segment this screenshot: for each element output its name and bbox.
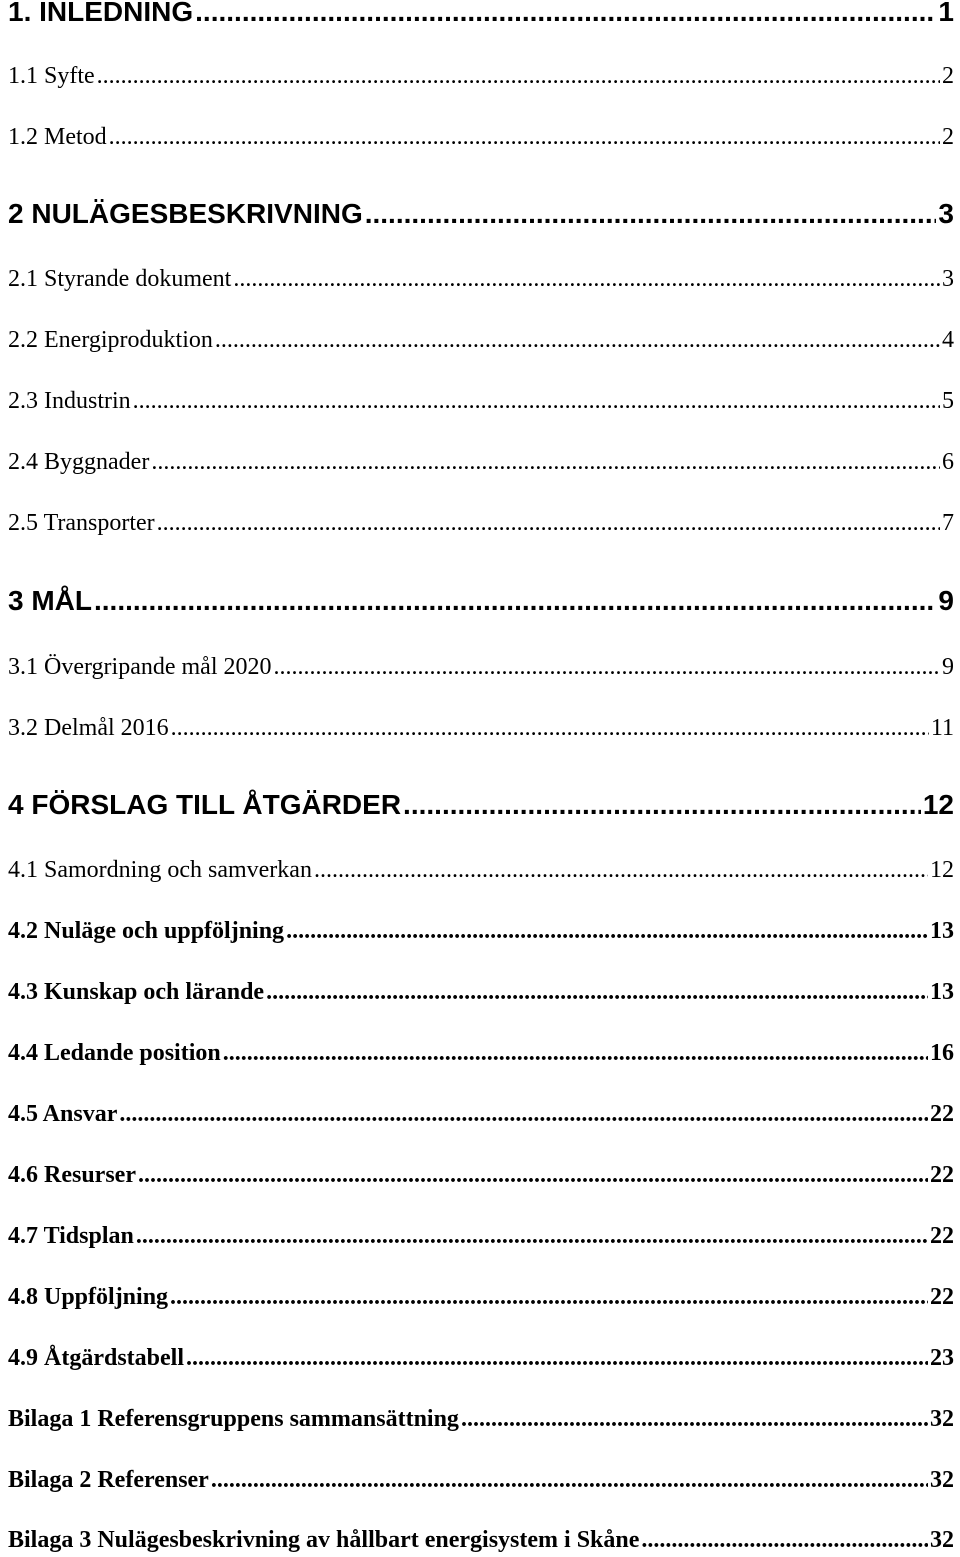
toc-entry-page: 2 bbox=[942, 63, 954, 89]
toc-leader-dots bbox=[94, 585, 936, 617]
toc-entry-label: Bilaga 3 Nulägesbeskrivning av hållbart energisystem i Skåne bbox=[8, 1527, 640, 1553]
toc-entry-4-7[interactable] bbox=[8, 1223, 954, 1250]
toc-entry-2-2[interactable] bbox=[8, 327, 954, 354]
toc-entry-4-6[interactable] bbox=[8, 1162, 954, 1189]
toc-entry-page: 22 bbox=[930, 1162, 954, 1188]
toc-entry-3-2[interactable] bbox=[8, 715, 954, 742]
toc-entry-label: Bilaga 1 Referensgruppens sammansättning bbox=[8, 1406, 459, 1432]
toc-entry-bilaga-3[interactable] bbox=[8, 1527, 954, 1554]
toc-entry-page: 5 bbox=[942, 388, 954, 414]
toc-entry-page: 11 bbox=[930, 715, 954, 741]
toc-entry-label: 2.2 Energiproduktion bbox=[8, 327, 213, 353]
toc-entry-label: 4.8 Uppföljning bbox=[8, 1284, 169, 1310]
toc-entry-label: 4.4 Ledande position bbox=[8, 1040, 221, 1066]
toc-entry-label: 4.2 Nuläge och uppföljning bbox=[8, 918, 285, 944]
toc-entry-label: 2.3 Industrin bbox=[8, 388, 131, 414]
toc-leader-dots bbox=[223, 1040, 928, 1067]
toc-entry-page: 1 bbox=[938, 0, 954, 27]
toc-entry-label: 2.5 Transporter bbox=[8, 510, 155, 536]
toc-leader-dots bbox=[233, 266, 940, 293]
toc-leader-dots bbox=[157, 510, 940, 537]
toc-leader-dots bbox=[365, 198, 937, 230]
toc-leader-dots bbox=[641, 1527, 928, 1554]
toc-entry-label: 4.3 Kunskap och lärande bbox=[8, 979, 265, 1005]
toc-leader-dots bbox=[461, 1406, 928, 1433]
toc-entry-page: 9 bbox=[938, 585, 954, 616]
toc-entry-page: 7 bbox=[942, 510, 954, 536]
toc-entry-chapter-1[interactable] bbox=[8, 0, 954, 28]
toc-leader-dots bbox=[274, 654, 941, 681]
toc-entry-page: 9 bbox=[942, 654, 954, 680]
toc-entry-page: 22 bbox=[930, 1284, 954, 1310]
toc-leader-dots bbox=[109, 124, 940, 151]
toc-entry-page: 16 bbox=[930, 1040, 954, 1066]
toc-leader-dots bbox=[403, 789, 921, 821]
toc-entry-page: 13 bbox=[930, 979, 954, 1005]
toc-entry-page: 32 bbox=[930, 1406, 954, 1432]
toc-entry-page: 32 bbox=[930, 1527, 954, 1553]
toc-entry-4-2[interactable] bbox=[8, 918, 954, 945]
toc-entry-page: 22 bbox=[930, 1223, 954, 1249]
toc-entry-label: 4.5 Ansvar bbox=[8, 1101, 118, 1127]
toc-entry-chapter-2[interactable] bbox=[8, 198, 954, 230]
toc-entry-1-2[interactable] bbox=[8, 124, 954, 151]
toc-entry-4-9[interactable] bbox=[8, 1345, 954, 1372]
toc-entry-label: 2.4 Byggnader bbox=[8, 449, 150, 475]
toc-entry-label: 1. INLEDNING bbox=[8, 0, 194, 27]
toc-entry-label: 1.2 Metod bbox=[8, 124, 107, 150]
toc-entry-2-3[interactable] bbox=[8, 388, 954, 415]
toc-leader-dots bbox=[286, 918, 928, 945]
toc-entry-label: 4 FÖRSLAG TILL ÅTGÄRDER bbox=[8, 789, 402, 820]
toc-entry-4-4[interactable] bbox=[8, 1040, 954, 1067]
toc-entry-label: 4.6 Resurser bbox=[8, 1162, 136, 1188]
toc-leader-dots bbox=[211, 1467, 928, 1494]
toc-entry-page: 6 bbox=[942, 449, 954, 475]
toc-leader-dots bbox=[119, 1101, 928, 1128]
toc-entry-page: 32 bbox=[930, 1467, 954, 1493]
toc-entry-2-5[interactable] bbox=[8, 510, 954, 537]
toc-leader-dots bbox=[133, 388, 940, 415]
toc-entry-3-1[interactable] bbox=[8, 654, 954, 681]
toc-leader-dots bbox=[186, 1345, 928, 1372]
toc-leader-dots bbox=[215, 327, 940, 354]
toc-entry-4-5[interactable] bbox=[8, 1101, 954, 1128]
toc-entry-page: 3 bbox=[938, 198, 954, 229]
toc-entry-label: 4.9 Åtgärdstabell bbox=[8, 1345, 184, 1371]
toc-entry-label: 3 MÅL bbox=[8, 585, 92, 616]
toc-entry-label: 4.7 Tidsplan bbox=[8, 1223, 134, 1249]
toc-leader-dots bbox=[136, 1223, 928, 1250]
toc-leader-dots bbox=[266, 979, 928, 1006]
toc-entry-4-1[interactable] bbox=[8, 857, 954, 884]
toc-leader-dots bbox=[170, 1284, 928, 1311]
toc-entry-label: Bilaga 2 Referenser bbox=[8, 1467, 209, 1493]
toc-entry-4-8[interactable] bbox=[8, 1284, 954, 1311]
toc-entry-page: 4 bbox=[942, 327, 954, 353]
toc-entry-page: 22 bbox=[930, 1101, 954, 1127]
toc-entry-page: 13 bbox=[930, 918, 954, 944]
toc-entry-bilaga-1[interactable] bbox=[8, 1406, 954, 1433]
toc-entry-page: 3 bbox=[942, 266, 954, 292]
toc-leader-dots bbox=[195, 0, 936, 28]
toc-entry-page: 23 bbox=[930, 1345, 954, 1371]
toc-entry-bilaga-2[interactable] bbox=[8, 1467, 954, 1494]
toc-leader-dots bbox=[314, 857, 928, 884]
toc-leader-dots bbox=[151, 449, 940, 476]
toc-leader-dots bbox=[97, 63, 940, 90]
toc-entry-label: 2 NULÄGESBESKRIVNING bbox=[8, 198, 363, 229]
toc-entry-chapter-3[interactable] bbox=[8, 585, 954, 617]
toc-leader-dots bbox=[138, 1162, 928, 1189]
toc-entry-2-4[interactable] bbox=[8, 449, 954, 476]
toc-leader-dots bbox=[171, 715, 929, 742]
toc-entry-4-3[interactable] bbox=[8, 979, 954, 1006]
toc-entry-label: 2.1 Styrande dokument bbox=[8, 266, 232, 292]
toc-entry-page: 12 bbox=[930, 857, 954, 883]
toc-entry-label: 4.1 Samordning och samverkan bbox=[8, 857, 312, 883]
toc-entry-label: 3.2 Delmål 2016 bbox=[8, 715, 169, 741]
toc-entry-label: 1.1 Syfte bbox=[8, 63, 95, 89]
toc-entry-page: 12 bbox=[922, 789, 954, 820]
toc-entry-label: 3.1 Övergripande mål 2020 bbox=[8, 654, 272, 680]
toc-entry-2-1[interactable] bbox=[8, 266, 954, 293]
toc-entry-page: 2 bbox=[942, 124, 954, 150]
toc-entry-1-1[interactable] bbox=[8, 63, 954, 90]
toc-entry-chapter-4[interactable] bbox=[8, 789, 954, 821]
